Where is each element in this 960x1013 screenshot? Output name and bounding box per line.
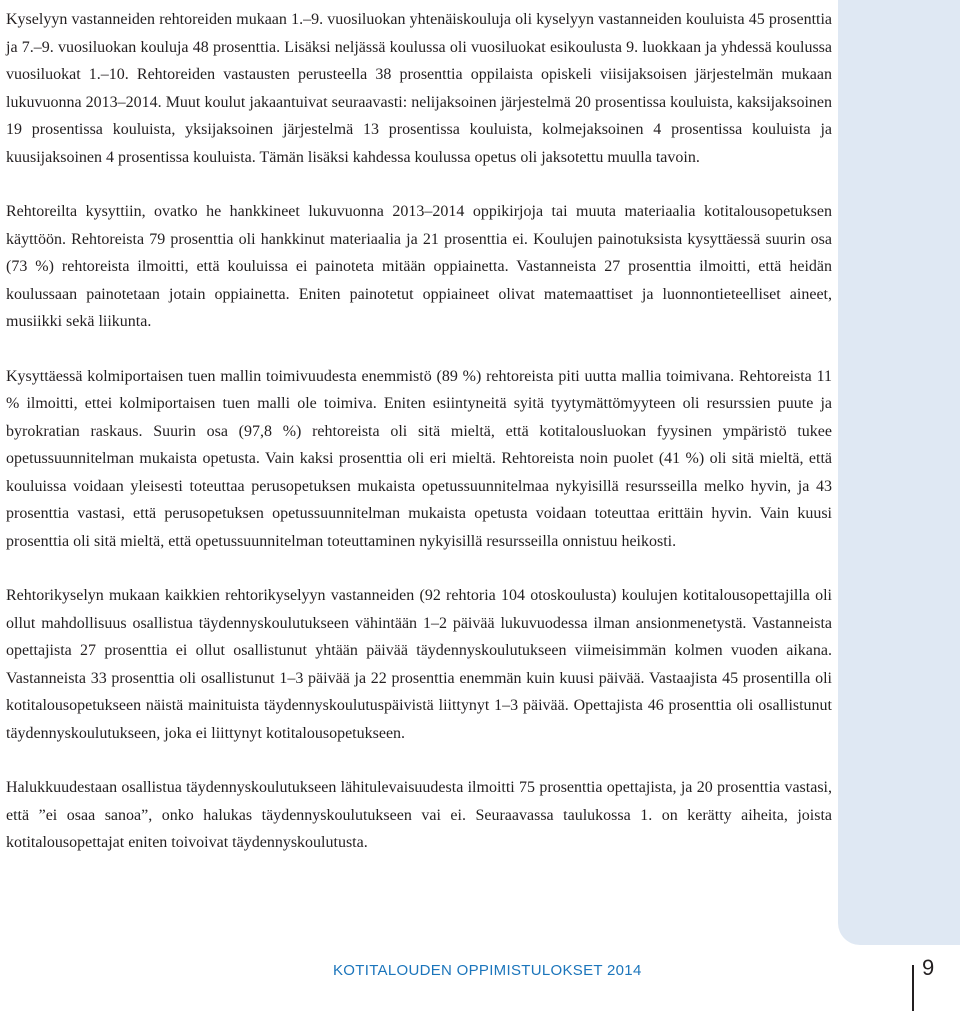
paragraph-support-model: Kysyttäessä kolmiportaisen tuen mallin toimivuudesta enemmistö (89 %) rehtoreista piti uutta mallia toimivana. Rehtoreista 11 % ilmoitti, ettei kolmiportaisen tuen malli ole toimiva. Eniten esiintyneitä syitä tyytymättömyyteen oli resurssien puute ja byrokratian raskaus. Suurin osa (97,8 %) rehtoreista oli sitä mieltä, että kotitalousluokan fyysinen ympäristö tukee opetussuunnitelman mukaista opetusta. Vain kaksi prosenttia oli eri mieltä. Rehtoreista noin puolet (41 %) oli sitä mieltä, että kouluissa voidaan yleisesti toteuttaa perusopetuksen mukaista opetussuunnitelmaa nykyisillä resursseilla melko hyvin, ja 43 prosenttia vastasi, että perusopetuksen opetussuunnitelman mukaista opetusta voidaan toteuttaa erittäin hyvin. Vain kuusi prosenttia oli sitä mieltä, että opetussuunnitelman toteuttaminen nykyisillä resursseilla onnistuu heikosti. [6, 367, 832, 550]
paragraph-teacher-training: Rehtorikyselyn mukaan kaikkien rehtorikyselyyn vastanneiden (92 rehtoria 104 otoskoulusta) koulujen kotitalousopettajilla oli ollut mahdollisuus osallistua täydennyskoulutukseen vähintään 1–2 päivää lukuvuodessa ilman ansionmenetystä. Vastanneista opettajista 27 prosenttia ei ollut osallistunut yhtään päivää täydennyskoulutukseen viimeisimmän kolmen vuoden aikana. Vastanneista 33 prosenttia oli osallistunut 1–3 päivää ja 22 prosenttia enemmän kuin kuusi päivää. Vastaajista 45 prosentilla oli kotitalousopetukseen näistä mainituista täydennyskoulutuspäivistä liittynyt 1–3 päivää. Opettajista 46 prosenttia oli osallistunut täydennyskoulutukseen, joka ei liittynyt kotitalousopetukseen. [6, 587, 832, 742]
paragraph-training-willingness: Halukkuudestaan osallistua täydennyskoulutukseen lähitulevaisuudesta ilmoitti 75 prosenttia opettajista, ja 20 prosenttia vastasi, että ”ei osaa sanoa”, onko halukas täydennyskoulutukseen vai ei. Seuraavassa taulukossa 1. on kerätty aiheita, joista kotitalousopettajat eniten toivoivat täydennyskoulutusta. [6, 779, 832, 851]
body-text [6, 6, 832, 884]
publication-title: KOTITALOUDEN OPPIMISTULOKSET 2014 [333, 962, 642, 979]
margin-band [838, 0, 960, 945]
paragraph-school-structure: Kyselyyn vastanneiden rehtoreiden mukaan 1.–9. vuosiluokan yhtenäiskouluja oli kyselyyn vastanneiden kouluista 45 prosenttia ja 7.–9. vuosiluokan kouluja 48 prosenttia. Lisäksi neljässä koulussa oli vuosiluokat esikoulusta 9. luokkaan ja yhdessä koulussa vuosiluokat 1.–10. Rehtoreiden vastausten perusteella 38 prosenttia oppilaista opiskeli viisijaksoisen järjestelmän mukaan lukuvuonna 2013–2014. Muut koulut jakaantuivat seuraavasti: nelijaksoinen järjestelmä 20 prosentissa kouluista, kaksijaksoinen 19 prosentissa kouluista, yksijaksoinen järjestelmä 13 prosentissa kouluista, kolmejaksoinen 4 prosentissa kouluista ja kuusijaksoinen 4 prosentissa kouluista. Tämän lisäksi kahdessa koulussa opetus oli jaksotettu muulla tavoin. [6, 11, 832, 166]
paragraph-materials: Rehtoreilta kysyttiin, ovatko he hankkineet lukuvuonna 2013–2014 oppikirjoja tai muuta materiaalia kotitalousopetuksen käyttöön. Rehtoreista 79 prosenttia oli hankkinut materiaalia ja 21 prosenttia ei. Koulujen painotuksista kysyttäessä suurin osa (73 %) rehtoreista ilmoitti, että kouluissa ei painoteta mitään oppiainetta. Vastanneista 27 prosenttia ilmoitti, että heidän koulussaan painotetaan jotain oppiainetta. Eniten painotetut oppiaineet olivat matemaattiset ja luonnontieteelliset aineet, musiikki sekä liikunta. [6, 203, 832, 330]
page-number: 9 [922, 955, 935, 980]
footer-divider [912, 965, 914, 1011]
